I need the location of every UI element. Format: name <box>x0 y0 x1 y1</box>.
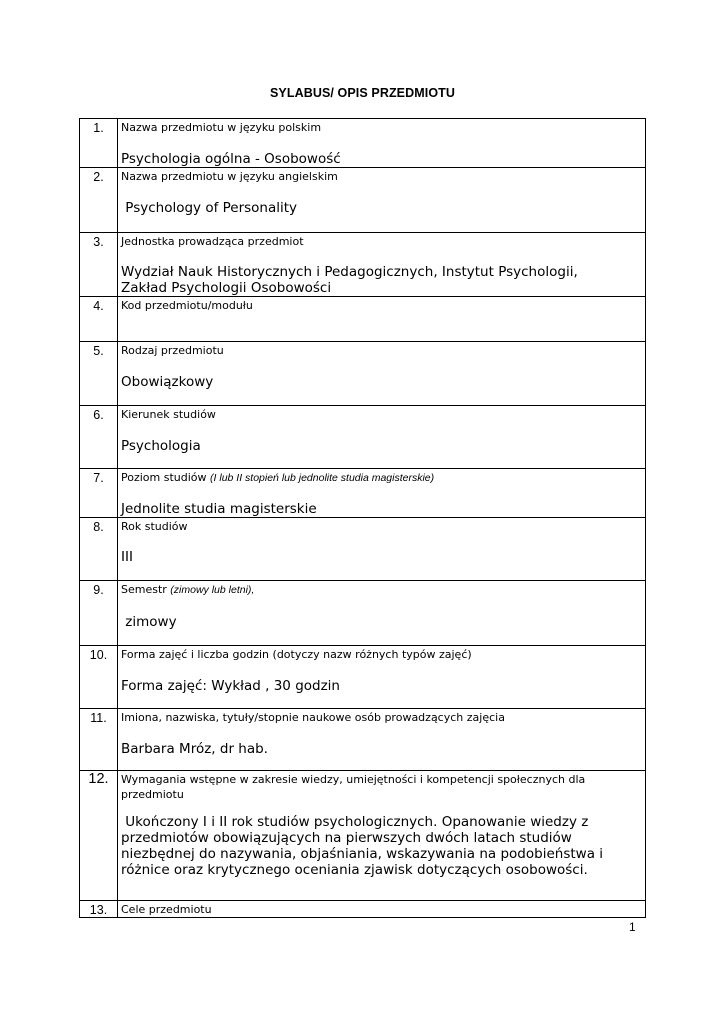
row-value-line: przedmiotów obowiązujących na pierwszych dwóch latach studiów <box>121 830 572 846</box>
table-row <box>80 518 646 581</box>
row-content <box>118 646 646 709</box>
row-number: 12. <box>80 771 118 901</box>
row-content <box>118 297 646 342</box>
page-number: 1 <box>629 920 636 934</box>
row-content <box>118 119 646 168</box>
table-row <box>80 771 646 901</box>
row-label: Nazwa przedmiotu w języku polskim <box>121 121 322 134</box>
table-row <box>80 406 646 469</box>
row-value: Obowiązkowy <box>121 374 214 390</box>
row-value: III <box>121 549 133 565</box>
table-row <box>80 342 646 406</box>
row-content <box>118 581 646 646</box>
row-value-line: różnice oraz krytycznego oceniania zjawisk dotyczących osobowości. <box>121 862 588 878</box>
row-label-note: (I lub II stopień lub jednolite studia magisterskie) <box>210 472 435 484</box>
table-row <box>80 469 646 518</box>
row-label: Imiona, nazwiska, tytuły/stopnie naukowe osób prowadzących zajęcia <box>121 711 505 724</box>
row-value: Psychology of Personality <box>121 200 298 216</box>
row-number: 11. <box>80 709 118 771</box>
row-label: Rok studiów <box>121 520 188 533</box>
row-value-line: niezbędnej do nazywania, objaśniania, wskazywania na podobieństwa i <box>121 846 604 862</box>
row-label: Kod przedmiotu/modułu <box>121 299 253 312</box>
row-label-text: Semestr <box>121 583 171 596</box>
row-number: 7. <box>80 469 118 518</box>
row-content <box>118 469 646 518</box>
table-row <box>80 119 646 168</box>
row-label-note: (zimowy lub letni), <box>170 584 255 596</box>
row-content <box>118 406 646 469</box>
row-number: 4. <box>80 297 118 342</box>
row-number: 9. <box>80 581 118 646</box>
row-label <box>121 469 642 486</box>
row-value-line: Ukończony I i II rok studiów psychologicznych. Opanowanie wiedzy z <box>121 814 589 830</box>
row-label: Rodzaj przedmiotu <box>121 344 224 357</box>
row-value: Psychologia ogólna - Osobowość <box>121 151 341 167</box>
row-label: Cele przedmiotu <box>121 903 212 916</box>
syllabus-table <box>79 118 646 918</box>
row-value-line: Zakład Psychologii Osobowości <box>121 280 332 296</box>
table-row <box>80 581 646 646</box>
row-number: 3. <box>80 233 118 297</box>
table-row <box>80 646 646 709</box>
row-value: Jednolite studia magisterskie <box>121 501 317 517</box>
table-row <box>80 297 646 342</box>
row-label-line: przedmiotu <box>121 788 184 801</box>
row-label: Nazwa przedmiotu w języku angielskim <box>121 170 338 183</box>
row-content <box>118 168 646 233</box>
row-number: 5. <box>80 342 118 406</box>
row-content <box>118 771 646 901</box>
table-row <box>80 709 646 771</box>
row-value: Forma zajęć: Wykład , 30 godzin <box>121 678 340 694</box>
row-content <box>118 709 646 771</box>
row-number: 6. <box>80 406 118 469</box>
row-number: 10. <box>80 646 118 709</box>
row-label-text: Poziom studiów <box>121 471 211 484</box>
row-content <box>118 901 646 918</box>
row-content <box>118 518 646 581</box>
table-row <box>80 168 646 233</box>
table-row <box>80 233 646 297</box>
row-content <box>118 342 646 406</box>
row-label <box>121 581 642 598</box>
row-content <box>118 233 646 297</box>
row-label-line: Wymagania wstępne w zakresie wiedzy, umiejętności i kompetencji społecznych dla <box>121 773 586 786</box>
row-value-line: Wydział Nauk Historycznych i Pedagogicznych, Instytut Psychologii, <box>121 264 578 280</box>
row-value: zimowy <box>121 614 177 630</box>
row-number: 8. <box>80 518 118 581</box>
row-label: Kierunek studiów <box>121 408 216 421</box>
row-label: Forma zajęć i liczba godzin (dotyczy nazw różnych typów zajęć) <box>121 648 472 661</box>
row-value: Psychologia <box>121 438 201 454</box>
row-number: 13. <box>80 901 118 918</box>
table-row <box>80 901 646 918</box>
row-number: 2. <box>80 168 118 233</box>
row-number: 1. <box>80 119 118 168</box>
row-value: Barbara Mróz, dr hab. <box>121 741 268 757</box>
row-label: Jednostka prowadząca przedmiot <box>121 235 304 248</box>
document-title: SYLABUS/ OPIS PRZEDMIOTU <box>269 86 456 100</box>
